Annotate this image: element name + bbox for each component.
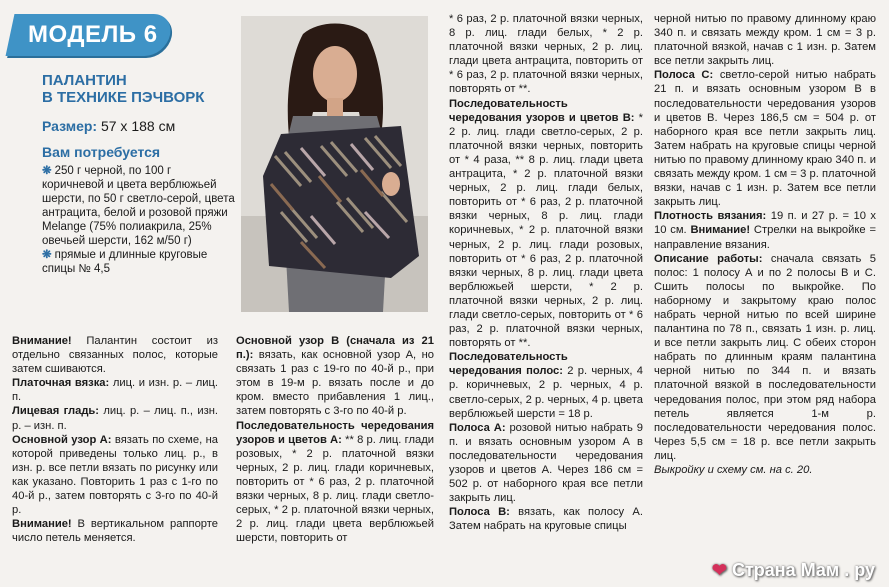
size-value: 57 х 188 см [100, 118, 176, 134]
paragraph [449, 350, 643, 420]
paragraph [12, 404, 218, 432]
watermark-text: Страна Мам . ру [731, 560, 875, 580]
size-label: Размер: [42, 118, 98, 134]
paragraph-text: черной нитью по правому длинному краю 340 п. и связать между кром. 1 см = 3 р. платочной вязкой, начав с 1 изн. р. Затем все петли закрыть лиц. [654, 13, 876, 68]
paragraph-text: розовой нитью набрать 9 п. и вязать основным узором А в последовательности чередования узоров и цветов А. Через 186 см = 502 р. от наборного края все петли закрыть лиц. [449, 421, 643, 505]
text-column-1 [12, 334, 218, 545]
paragraph-heading: Полоса С: [654, 69, 714, 82]
paragraph-heading: Платочная вязка: [12, 377, 110, 390]
paragraph-text: лиц. и изн. р. – лиц. п. [12, 377, 219, 404]
site-watermark [712, 560, 875, 581]
paragraph-text: вязать по схеме, на которой приведены только лиц. р., в изн. р. все петли вязать по рисунку или как указано. Повторить 1 раз с 1-го по 40-й р., затем повторять с 3-го по 40-й р. [12, 433, 218, 517]
paragraph-text: сначала связать 5 полос: 1 полосу А и по 2 полосы В и С. Сшить полосы по выкройке. По наборному и закрытому краю полос набрать черной нитью по всей ширине палантина по 78 п., связать 1 изн. р. лиц. и все петли закрыть лиц. С обеих сторон набрать по длинным краям палантина черной нитью по 344 п. и вязать платочной вязкой в последовательности чередования полос, при этом ряд набора петель является 1-м р. последовательности чередования полос. Через 5,5 см = 18 р. все петли закрыть лиц. [654, 252, 876, 462]
text-column-4 [654, 12, 876, 477]
paragraph-text: ** 8 р. лиц. глади розовых, * 2 р. платочной вязки черных, 2 р. лиц. глади коричневых, повторить от * 6 раз, 2 р. платочной вязки черных, 8 р. лиц. глади светло-серых, * 2 р. платочной вязки черных, 2 р. лиц. глади цвета верблюжьей шерсти, повторить от [236, 433, 434, 545]
paragraph-heading: Внимание! [12, 335, 72, 347]
paragraph [654, 12, 876, 68]
material-item-2 [42, 248, 236, 276]
paragraph-heading: Описание работы: [654, 252, 763, 265]
paragraph-heading: Внимание! [12, 518, 72, 531]
title-line-1: ПАЛАНТИН [42, 72, 127, 89]
paragraph-text: Палантин состоит из отдельно связанных полос, которые затем сшиваются. [12, 335, 218, 376]
paragraph-text: * 2 р. лиц. глади светло-серых, 2 р. платочной вязки черных, повторить от * 4 раза, ** 8 р. лиц. глади цвета антрацита, * 2 р. платочной вязки черных, 2 р. лиц. глади белых, повторить от * 6 раз, 2 р. платочной вязки черных, 8 р. лиц. глади коричневых, * 2 р. платочной вязки черных, 2 р. лиц. глади розовых, повторить от * 6 раз, 2 р. платочной вязки черных, 8 р. лиц. глади цвета верблюжьей шерсти, * 2 р. платочной вязки черных, 2 р. лиц. глади светло-серых, повторить от * 6 раз, 2 р. платочной вязки черных, повторять от **. [449, 111, 643, 350]
paragraph [654, 68, 876, 209]
paragraph [654, 209, 876, 251]
paragraph-heading: Внимание! [690, 224, 751, 237]
size-line [42, 118, 236, 134]
paragraph-text: * 6 раз, 2 р. платочной вязки черных, 8 р. лиц. глади белых, * 2 р. платочной вязки черных, 2 р. лиц. глади цвета антрацита, повторить от * 6 раз, 2 р. платочной вязки черных, повторять от **. [449, 13, 643, 96]
title-line-2: В ТЕХНИКЕ ПЭЧВОРК [42, 89, 205, 106]
material-text: 250 г черной, по 100 г коричневой и цвета верблюжьей шерсти, по 50 г светло-серой, цвета антрацита, белой и розовой пряжи Melange (75% полиакрила, 25% овечьей шерсти, 162 м/50 г) [42, 165, 235, 247]
paragraph-text: В вертикальном раппорте число петель меняется. [12, 518, 218, 545]
paragraph [236, 419, 434, 546]
heart-icon: ❤ [711, 560, 727, 580]
paragraph-text: лиц. р. – лиц. п., изн. р. – изн. п. [12, 405, 218, 432]
snowflake-bullet-icon: ❋ [42, 249, 52, 261]
paragraph [236, 334, 434, 419]
pattern-header [42, 72, 236, 276]
paragraph [449, 12, 643, 97]
paragraph-text: светло-серой нитью набрать 21 п. и вязать основным узором В в последовательности чередования узоров и цветов В. Через 186,5 см = 504 р. от наборного края все петли закрыть лиц. Затем набрать на круговые спицы черной нитью по правому длинному краю 340 п. и связать между кром. 1 см = 3 р. платочной вязки, начав с 1 изн. р. Затем все петли закрыть лиц. [654, 69, 876, 209]
paragraph [449, 421, 643, 506]
paragraph-text: 2 р. черных, 4 р. коричневых, 2 р. черных, 4 р. светло-серых, 2 р. черных, 4 р. цвета верблюжьей шерсти = 18 р. [449, 365, 644, 420]
paragraph-heading: Последовательность чередования полос: [449, 351, 568, 378]
paragraph [654, 252, 876, 463]
paragraph-heading: Плотность вязания: [654, 210, 767, 223]
paragraph-heading: Полоса А: [449, 421, 506, 434]
paragraph-heading: Полоса В: [449, 506, 510, 519]
paragraph [12, 376, 218, 404]
paragraph-text: вязать, как основной узор А, но связать 1 раз с 19-го по 40-й р., при этом в 19-м р. вязать после и до кром. вместо прибавления 1 лиц., затем повторять с 3-го по 40-й р. [236, 349, 434, 418]
material-text: прямые и длинные круговые спицы № 4,5 [42, 249, 208, 275]
paragraph-heading: Основной узор В (сначала из 21 п.): [236, 335, 434, 362]
paragraph [449, 97, 643, 351]
paragraph-heading: Последовательность чередования узоров и цветов А: [236, 419, 434, 446]
snowflake-bullet-icon: ❋ [42, 165, 52, 177]
model-badge [6, 14, 175, 56]
paragraph-text: 19 п. и 27 р. = 10 х 10 см. [654, 210, 876, 237]
paragraph [449, 505, 643, 533]
model-photo-illustration [241, 16, 428, 312]
model-photo [241, 16, 428, 312]
paragraph [12, 433, 218, 518]
paragraph [12, 334, 218, 376]
text-column-2 [236, 334, 434, 545]
material-item-1 [42, 164, 236, 248]
paragraph-heading: Лицевая гладь: [12, 405, 100, 418]
paragraph-heading: Последовательность чередования узоров и цветов В: [449, 97, 635, 124]
pattern-title [42, 72, 236, 106]
paragraph [654, 463, 876, 477]
materials-heading: Вам потребуется [42, 144, 161, 160]
paragraph-text: Стрелки на выкройке = направление вязания. [654, 224, 876, 251]
paragraph-text: Выкройку и схему см. на с. 20. [654, 464, 813, 476]
paragraph [12, 517, 218, 545]
paragraph-heading: Основной узор А: [12, 433, 112, 446]
paragraph-text: вязать, как полосу А. Затем набрать на круговые спицы [449, 506, 643, 533]
text-column-3 [449, 12, 643, 533]
model-badge-label: МОДЕЛЬ 6 [28, 21, 158, 48]
